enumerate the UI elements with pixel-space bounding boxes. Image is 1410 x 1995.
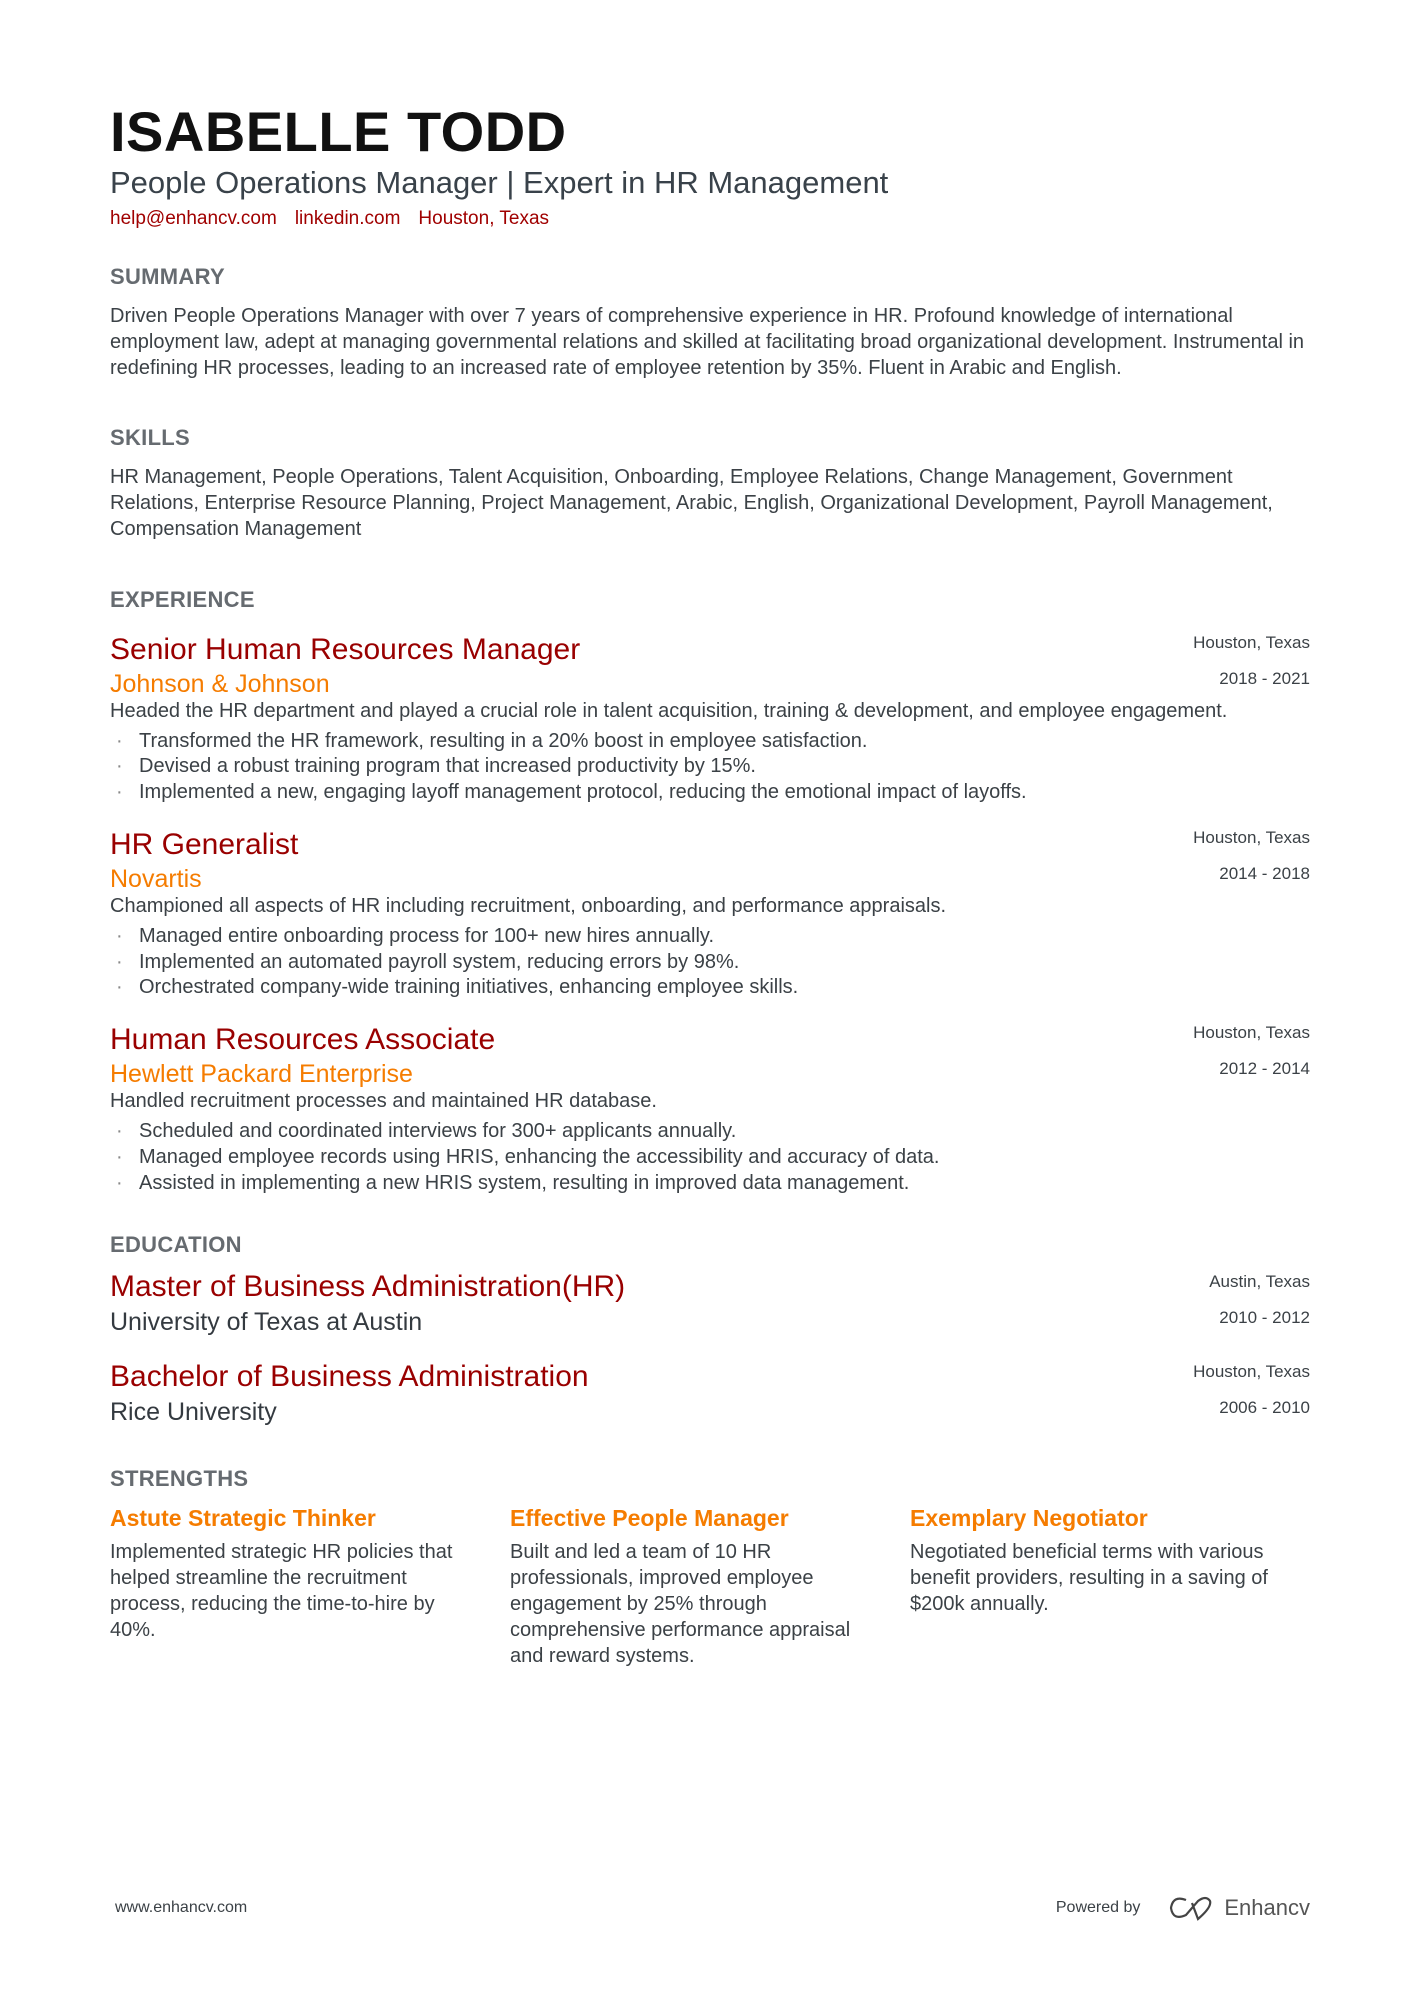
headline: People Operations Manager | Expert in HR Management (110, 165, 889, 200)
section-title-experience: EXPERIENCE (110, 586, 255, 612)
achievement-item: · Transformed the HR framework, resulting in a 20% boost in employee satisfaction. (110, 729, 1310, 755)
email-link[interactable]: help@enhancv.com (110, 208, 277, 229)
strength-item (910, 1502, 1310, 1669)
job-location: Houston, Texas (1193, 827, 1310, 847)
company-name: Novartis (110, 864, 202, 893)
brand-name: Enhancv (1224, 1895, 1310, 1920)
summary-text: Driven People Operations Manager with over 7 years of comprehensive experience in HR. Profound knowledge of international employment law, adept at managing governmental relations and skilled at facilitating broad organizational development. Instrumental in redefining HR processes, leading to an increased rate of employee retention by 35%. Fluent in Arabic and English. (110, 305, 1305, 379)
job-title: Senior Human Resources Manager (110, 632, 581, 666)
job-dates: 2014 - 2018 (1219, 863, 1310, 883)
job-location: Houston, Texas (1193, 632, 1310, 652)
job-description: Headed the HR department and played a crucial role in talent acquisition, training & development, and employee engagement. (110, 699, 1228, 722)
strength-text: Implemented strategic HR policies that helped streamline the recruitment process, reducing the time-to-hire by 40%. (110, 1541, 453, 1641)
strength-text: Negotiated beneficial terms with various benefit providers, resulting in a saving of $200k annually. (910, 1541, 1268, 1615)
job-description: Handled recruitment processes and maintained HR database. (110, 1090, 657, 1113)
education-dates: 2010 - 2012 (1219, 1308, 1310, 1328)
company-name: Johnson & Johnson (110, 669, 330, 698)
strength-title: Astute Strategic Thinker (110, 1505, 376, 1532)
education-location: Houston, Texas (1193, 1362, 1310, 1382)
school-name: University of Texas at Austin (110, 1308, 423, 1337)
degree: Bachelor of Business Administration (110, 1360, 589, 1394)
achievement-item: · Implemented a new, engaging layoff management protocol, reducing the emotional impact of layoffs. (110, 780, 1310, 806)
experience-entry (110, 631, 1310, 806)
company-name: Hewlett Packard Enterprise (110, 1060, 413, 1089)
website-link[interactable]: www.enhancv.com (115, 1899, 248, 1916)
education-location: Austin, Texas (1209, 1272, 1310, 1292)
candidate-name: ISABELLE TODD (110, 100, 567, 163)
school-name: Rice University (110, 1398, 277, 1427)
entry-meta (1193, 625, 1310, 697)
achievement-list (110, 729, 1310, 806)
job-description: Championed all aspects of HR including recruitment, onboarding, and performance appraisals. (110, 894, 947, 917)
resume (110, 100, 1310, 1669)
section-title-summary: SUMMARY (110, 264, 225, 289)
strength-text: Built and led a team of 10 HR professionals, improved employee engagement by 25% through comprehensive performance appraisal and reward systems. (510, 1541, 851, 1667)
strength-item (510, 1502, 910, 1669)
achievement-item: · Managed employee records using HRIS, enhancing the accessibility and accuracy of data. (110, 1145, 1310, 1171)
job-dates: 2018 - 2021 (1219, 668, 1310, 688)
achievement-list (110, 924, 1310, 1001)
enhancv-logo[interactable] (1168, 1895, 1310, 1921)
entry-meta (1193, 1354, 1310, 1426)
entry-meta (1193, 820, 1310, 892)
footer (115, 1895, 1310, 1921)
experience-entry (110, 826, 1310, 1001)
strength-item (110, 1502, 510, 1669)
achievement-item: · Devised a robust training program that increased productivity by 15%. (110, 754, 1310, 780)
enhancv-logo-icon (1168, 1895, 1214, 1921)
job-title: Human Resources Associate (110, 1023, 496, 1057)
job-dates: 2012 - 2014 (1219, 1059, 1310, 1079)
achievement-item: · Managed entire onboarding process for 100+ new hires annually. (110, 924, 1310, 950)
strength-title: Effective People Manager (510, 1505, 789, 1532)
linkedin-link[interactable]: linkedin.com (294, 208, 401, 229)
section-title-skills: SKILLS (110, 425, 191, 451)
entry-meta (1193, 1015, 1310, 1087)
contact-row (110, 208, 1310, 230)
education-dates: 2006 - 2010 (1219, 1398, 1310, 1418)
education-entry (110, 1268, 1310, 1338)
job-location: Houston, Texas (1193, 1023, 1310, 1043)
degree: Master of Business Administration(HR) (110, 1270, 626, 1304)
skills-text: HR Management, People Operations, Talent Acquisition, Onboarding, Employee Relations, Change Management, Government Relations, Enterprise Resource Planning, Project Management, Arabic, English, Organizational Development, Payroll Management, Compensation Management (110, 466, 1273, 540)
education-entry (110, 1358, 1310, 1428)
achievement-list (110, 1119, 1310, 1196)
experience-entry (110, 1021, 1310, 1196)
job-title: HR Generalist (110, 827, 299, 861)
achievement-item: · Assisted in implementing a new HRIS system, resulting in improved data management. (110, 1171, 1310, 1197)
achievement-item: · Implemented an automated payroll system, reducing errors by 98%. (110, 950, 1310, 976)
achievement-item: · Orchestrated company-wide training initiatives, enhancing employee skills. (110, 975, 1310, 1001)
location: Houston, Texas (418, 208, 550, 229)
strength-title: Exemplary Negotiator (910, 1505, 1148, 1532)
entry-meta (1209, 1264, 1310, 1336)
section-title-strengths: STRENGTHS (110, 1466, 249, 1492)
section-title-education: EDUCATION (110, 1232, 242, 1258)
powered-by: Powered by (1055, 1899, 1141, 1916)
achievement-item: · Scheduled and coordinated interviews for 300+ applicants annually. (110, 1119, 1310, 1145)
